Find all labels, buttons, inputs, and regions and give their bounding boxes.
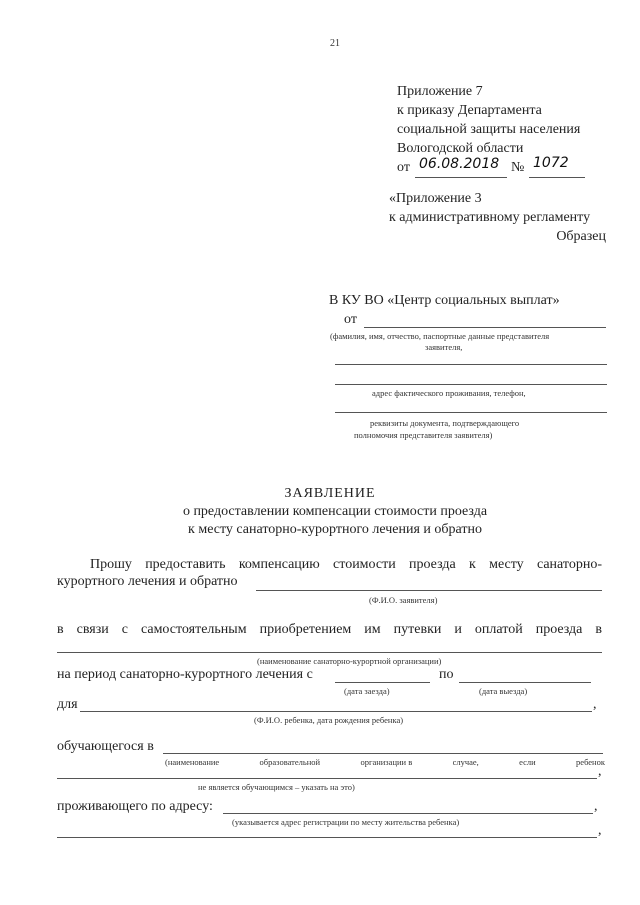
document-subtitle-1: о предоставлении компенсации стоимости проезда <box>182 504 488 519</box>
hint-departure: (дата выезда) <box>479 686 528 696</box>
appendix-line-2: к приказу Департамента <box>397 103 542 118</box>
addressee-to: В КУ ВО «Центр социальных выплат» <box>329 293 560 308</box>
paragraph-1-line-2: курортного лечения и обратно <box>57 574 238 589</box>
hint-fio-applicant: (Ф.И.О. заявителя) <box>369 595 438 605</box>
addressee-hint-3b: полномочия представителя заявителя) <box>354 430 493 440</box>
period-to-label: по <box>439 667 454 682</box>
hint-child: (Ф.И.О. ребенка, дата рождения ребенка) <box>254 715 404 725</box>
address-line-2 <box>57 837 597 838</box>
hint-sanatorium: (наименование санаторно-курортной организации) <box>257 656 442 666</box>
hint-address: (указывается адрес регистрации по месту жительства ребенка) <box>232 817 460 827</box>
sanatorium-line <box>57 652 602 653</box>
child-fio-line <box>80 711 592 712</box>
hint-edu-word-6: ребенок <box>576 757 605 767</box>
hint-edu-word-1: (наименование <box>165 757 220 767</box>
appendix3-line-2: к административному регламенту <box>389 210 591 225</box>
appendix-number-line <box>529 177 585 178</box>
addressee-hint-1a: (фамилия, имя, отчество, паспортные данные представителя <box>330 331 550 341</box>
paragraph-2-line-1: в связи с самостоятельным приобретением им путевки и оплатой проезда в <box>57 622 602 637</box>
appendix-from-label: от <box>397 160 410 175</box>
hint-edu-word-3: организации в <box>360 757 413 767</box>
departure-date-line <box>459 682 591 683</box>
appendix-date-line <box>415 177 507 178</box>
addressee-line-2 <box>335 364 607 365</box>
studying-label: обучающегося в <box>57 739 154 754</box>
edu-org-line <box>163 753 603 754</box>
document-subtitle-2: к месту санаторно-курортного лечения и обратно <box>188 522 482 537</box>
document-title: ЗАЯВЛЕНИЕ <box>284 486 376 501</box>
addressee-line-3 <box>335 384 607 385</box>
address-line-2-comma: , <box>598 823 602 838</box>
hint-edu-line-2: не является обучающимся – указать на это) <box>198 782 355 792</box>
period-label: на период санаторно-курортного лечения с <box>57 667 313 682</box>
hint-edu-word-2: образовательной <box>259 757 321 767</box>
appendix-number: 1072 <box>533 155 569 171</box>
arrival-date-line <box>335 682 430 683</box>
hint-edu-word-4: случае, <box>452 757 479 767</box>
addressee-hint-2: адрес фактического проживания, телефон, <box>372 388 526 398</box>
appendix-line-1: Приложение 7 <box>397 84 483 99</box>
child-line-comma: , <box>593 697 597 712</box>
addressee-from-label: от <box>344 312 357 327</box>
appendix-line-3: социальной защиты населения <box>397 122 581 137</box>
sample-label: Образец <box>556 229 606 244</box>
edu-line-comma: , <box>598 764 602 779</box>
addressee-hint-1b: заявителя, <box>425 342 463 352</box>
appendix-line-4: Вологодской области <box>397 141 524 156</box>
paragraph-1-line-1: Прошу предоставить компенсацию стоимости проезда к месту санаторно- <box>90 557 602 572</box>
hint-edu-word-5: если <box>519 757 536 767</box>
addressee-hint-3a: реквизиты документа, подтверждающего <box>370 418 520 428</box>
hint-arrival: (дата заезда) <box>344 686 390 696</box>
page-number: 21 <box>330 38 340 49</box>
appendix-date: 06.08.2018 <box>419 156 500 172</box>
applicant-fio-line <box>256 590 602 591</box>
appendix-number-sign: № <box>511 160 525 175</box>
appendix3-line-1: «Приложение 3 <box>389 191 482 206</box>
hint-edu-line-1 <box>165 757 605 767</box>
address-line-comma: , <box>594 799 598 814</box>
edu-org-line-2 <box>57 778 597 779</box>
for-label: для <box>57 697 78 712</box>
residing-label: проживающего по адресу: <box>57 799 213 814</box>
address-line <box>223 813 593 814</box>
addressee-line-1 <box>364 327 606 328</box>
addressee-line-4 <box>335 412 607 413</box>
